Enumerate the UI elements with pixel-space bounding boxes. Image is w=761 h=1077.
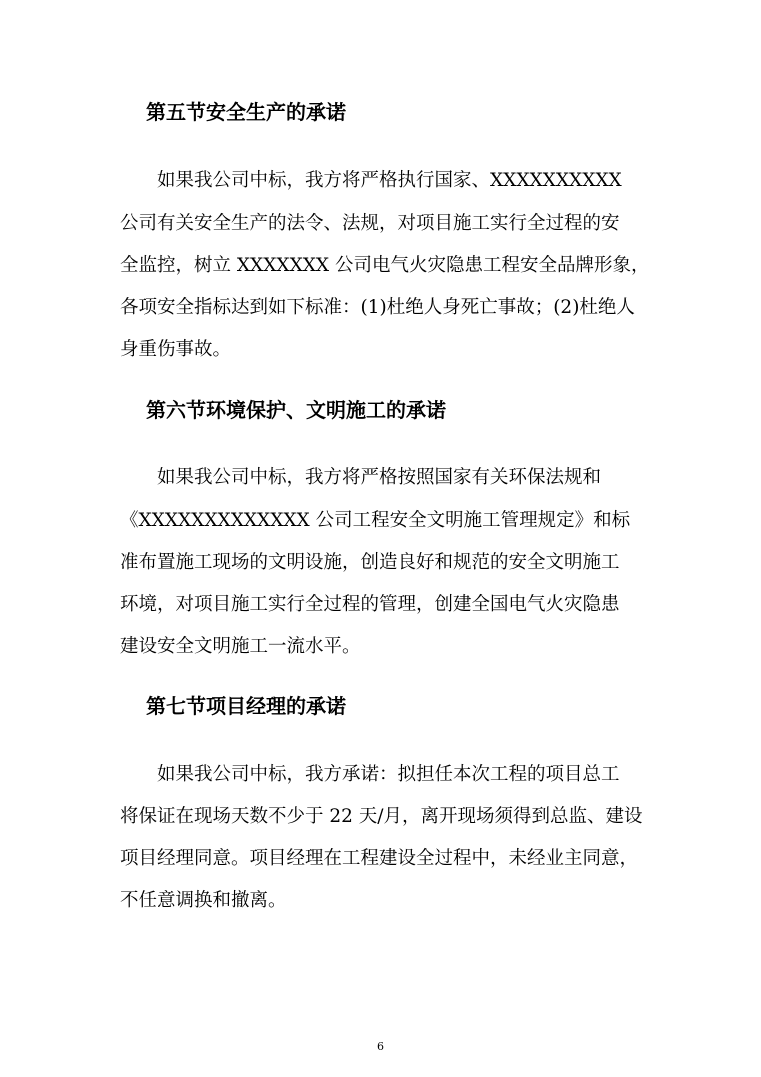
section-heading-environment: 第六节环境保护、文明施工的承诺 xyxy=(146,398,446,422)
paragraph-line: 将保证在现场天数不少于 22 天/月，离开现场须得到总监、建设 xyxy=(120,806,643,827)
paragraph-line: 公司有关安全生产的法令、法规，对项目施工实行全过程的安 xyxy=(120,213,620,234)
paragraph-line: 如果我公司中标，我方承诺：拟担任本次工程的项目总工 xyxy=(157,764,620,785)
section-heading-safety: 第五节安全生产的承诺 xyxy=(146,100,346,124)
paragraph-line: 各项安全指标达到如下标准：(1)杜绝人身死亡事故；(2)杜绝人 xyxy=(120,297,635,318)
paragraph-line: 身重伤事故。 xyxy=(120,339,232,360)
section-heading-project-manager: 第七节项目经理的承诺 xyxy=(146,694,346,718)
paragraph-line: 如果我公司中标，我方将严格执行国家、XXXXXXXXXX xyxy=(157,170,622,191)
paragraph-line: 《XXXXXXXXXXXXX 公司工程安全文明施工管理规定》和标 xyxy=(120,510,631,531)
page-number: 6 xyxy=(377,1040,384,1053)
paragraph-line: 准布置施工现场的文明设施，创造良好和规范的安全文明施工 xyxy=(120,552,620,573)
paragraph-line: 全监控，树立 XXXXXXX 公司电气火灾隐患工程安全品牌形象， xyxy=(120,255,650,276)
paragraph-line: 不任意调换和撤离。 xyxy=(120,890,287,911)
paragraph-line: 如果我公司中标，我方将严格按照国家有关环保法规和 xyxy=(157,467,602,488)
paragraph-line: 项目经理同意。项目经理在工程建设全过程中，未经业主同意， xyxy=(120,848,639,869)
paragraph-line: 环境，对项目施工实行全过程的管理，创建全国电气火灾隐患 xyxy=(120,594,620,615)
paragraph-line: 建设安全文明施工一流水平。 xyxy=(120,636,361,657)
